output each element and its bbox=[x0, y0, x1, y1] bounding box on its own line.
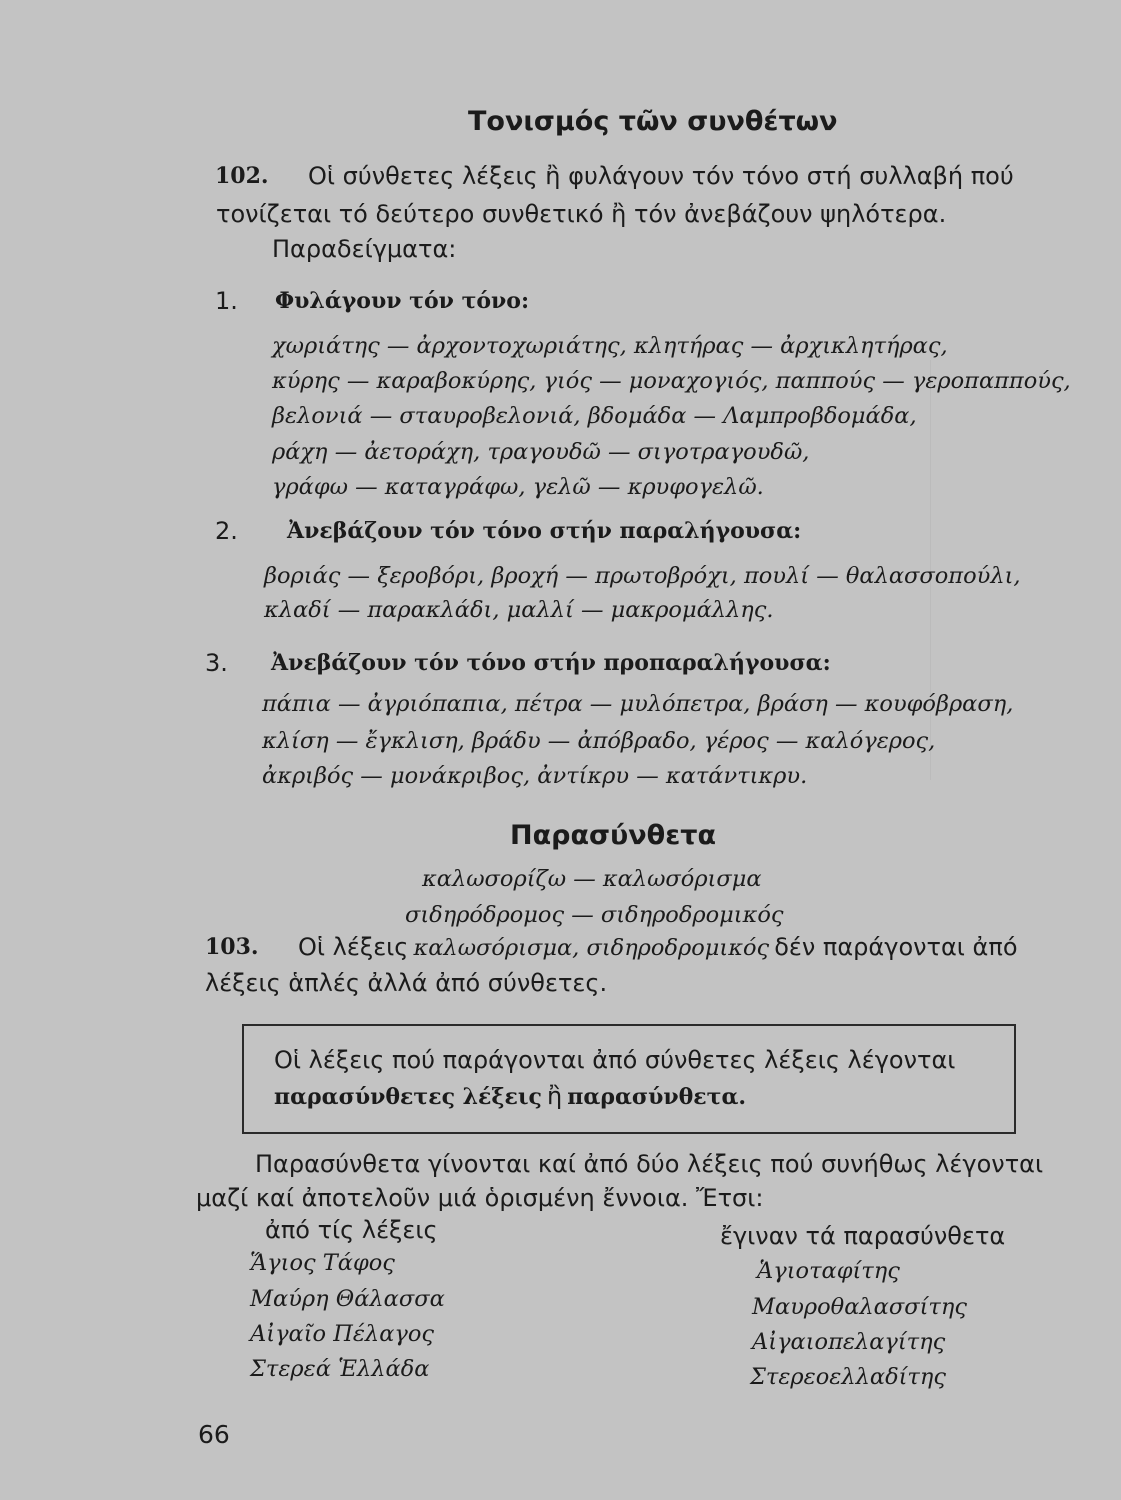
paragraph-103-text-c: δέν παράγονται ἀπό bbox=[774, 933, 1018, 961]
paragraph-102-line-1: Οἱ σύνθετες λέξεις ἢ φυλάγουν τόν τόνο στή συλλαβή πού bbox=[308, 162, 1014, 190]
group-3-line-3: ἀκριβός — μονάκριβος, ἀντίκρυ — κατάντικρυ. bbox=[262, 763, 808, 789]
paragraph-103-italic-words: καλωσόρισμα, σιδηροδρομικός bbox=[413, 935, 770, 961]
definition-conjunction: ἢ bbox=[546, 1082, 563, 1110]
group-1-line-4: ράχη — ἀετοράχη, τραγουδῶ — σιγοτραγουδῶ, bbox=[272, 439, 810, 465]
group-2-line-1: βοριάς — ξεροβόρι, βροχή — πρωτοβρόχι, πουλί — θαλασσοπούλι, bbox=[264, 563, 1021, 589]
group-1-line-2: κύρης — καραβοκύρης, γιός — μοναχογιός, παππούς — γεροπαππούς, bbox=[272, 368, 1071, 394]
examples-label: Παραδείγματα: bbox=[272, 235, 457, 263]
group-1-line-1: χωριάτης — ἀρχοντοχωριάτης, κλητήρας — ἀρχικλητήρας, bbox=[272, 333, 948, 359]
group-1-number: 1. bbox=[215, 287, 238, 315]
section-heading: Τονισμός τῶν συνθέτων bbox=[468, 106, 838, 137]
parasyntheta-example-1: καλωσορίζω — καλωσόρισμα bbox=[422, 866, 762, 892]
group-2-title: Ἀνεβάζουν τόν τόνο στήν παραλήγουσα: bbox=[287, 518, 802, 544]
paragraph-103-text-a: Οἱ λέξεις bbox=[298, 933, 409, 961]
paragraph-103-line-2: λέξεις ἁπλές ἀλλά ἀπό σύνθετες. bbox=[205, 969, 608, 997]
closing-paragraph-line-2: μαζί καί ἀποτελοῦν μιά ὁρισμένη ἔννοια. Ἔτσι: bbox=[196, 1184, 764, 1212]
group-3-line-1: πάπια — ἀγριόπαπια, πέτρα — μυλόπετρα, βράση — κουφόβραση, bbox=[262, 691, 1014, 717]
table-left-item-1: Ἅγιος Τάφος bbox=[250, 1250, 395, 1276]
group-1-title: Φυλάγουν τόν τόνο: bbox=[275, 288, 530, 314]
group-1-line-5: γράφω — καταγράφω, γελῶ — κρυφογελῶ. bbox=[272, 474, 764, 500]
parasyntheta-heading: Παρασύνθετα bbox=[510, 820, 717, 851]
paragraph-102-line-2: τονίζεται τό δεύτερο συνθετικό ἢ τόν ἀνεβάζουν ψηλότερα. bbox=[216, 200, 947, 228]
table-right-item-4: Στερεοελλαδίτης bbox=[750, 1364, 946, 1390]
closing-paragraph-line-1: Παρασύνθετα γίνονται καί ἀπό δύο λέξεις πού συνήθως λέγονται bbox=[255, 1150, 1044, 1178]
paragraph-number-102: 102. bbox=[215, 163, 269, 189]
definition-line-1: Οἱ λέξεις πού παράγονται ἀπό σύνθετες λέξεις λέγονται bbox=[274, 1046, 956, 1074]
definition-bold-term-2: παρασύνθετα. bbox=[567, 1084, 747, 1110]
table-left-item-3: Αἰγαῖο Πέλαγος bbox=[250, 1321, 434, 1347]
group-2-line-2: κλαδί — παρακλάδι, μαλλί — μακρομάλλης. bbox=[264, 597, 774, 623]
group-1-line-3: βελονιά — σταυροβελονιά, βδομάδα — Λαμπροβδομάδα, bbox=[272, 403, 917, 429]
definition-box bbox=[242, 1024, 1016, 1134]
table-left-header: ἀπό τίς λέξεις bbox=[265, 1216, 438, 1244]
group-3-title: Ἀνεβάζουν τόν τόνο στήν προπαραλήγουσα: bbox=[271, 650, 831, 676]
table-right-item-1: Ἁγιοταφίτης bbox=[757, 1258, 900, 1284]
paragraph-number-103: 103. bbox=[205, 934, 259, 960]
page-number: 66 bbox=[198, 1420, 230, 1449]
table-right-header: ἔγιναν τά παρασύνθετα bbox=[720, 1222, 1006, 1250]
table-right-item-3: Αἰγαιοπελαγίτης bbox=[752, 1329, 946, 1355]
group-2-number: 2. bbox=[215, 517, 238, 545]
paragraph-103-line-1 bbox=[298, 933, 1018, 961]
table-left-item-2: Μαύρη Θάλασσα bbox=[250, 1286, 445, 1312]
table-left-item-4: Στερεά Ἑλλάδα bbox=[250, 1356, 430, 1382]
group-3-number: 3. bbox=[205, 649, 228, 677]
definition-bold-term: παρασύνθετες λέξεις bbox=[274, 1084, 542, 1110]
group-3-line-2: κλίση — ἔγκλιση, βράδυ — ἀπόβραδο, γέρος — καλόγερος, bbox=[262, 728, 936, 754]
definition-line-2 bbox=[274, 1082, 746, 1110]
parasyntheta-example-2: σιδηρόδρομος — σιδηροδρομικός bbox=[405, 902, 784, 928]
table-right-item-2: Μαυροθαλασσίτης bbox=[752, 1294, 967, 1320]
